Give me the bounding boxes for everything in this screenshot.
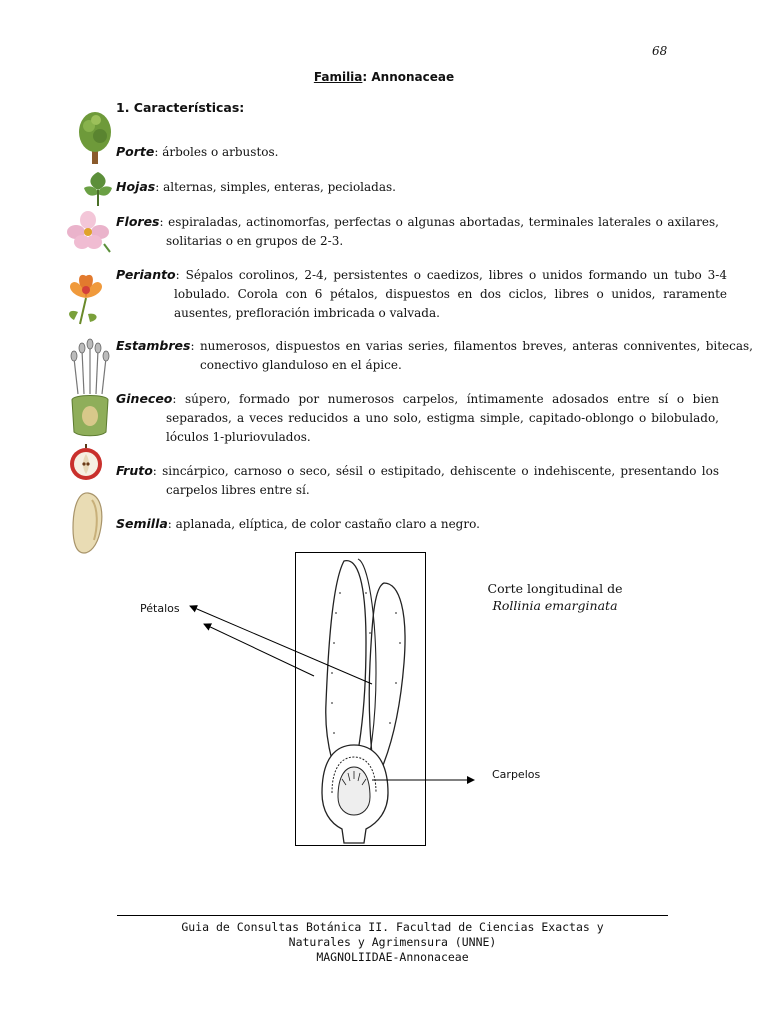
item-term: Fruto (116, 463, 153, 478)
item-text: : numerosos, dispuestos en varias series, filamentos breves, anteras conniventes, bitecas, conectivo glanduloso en el ápice. (190, 339, 753, 372)
item-text: : Sépalos corolinos, 2-4, persistentes o caedizos, libres o unidos formando un tubo 3-4 lobulado. Corola con 6 pétalos, dispuestos en dos ciclos, libres o unidos, raramente ausentes, prefloración imbricada o valvada. (174, 268, 727, 320)
figure-caption (470, 580, 640, 614)
item-text: : sincárpico, carnoso o seco, sésil o estipitado, dehiscente o indehiscente, presentando los carpelos libres entre sí. (152, 464, 719, 497)
arrow-petalos-upper (190, 606, 372, 684)
title-separator: : (362, 70, 372, 84)
item-text: : aplanada, elíptica, de color castaño claro a negro. (167, 517, 480, 531)
item-term: Hojas (116, 179, 156, 194)
section-heading: 1. Características: (116, 100, 245, 115)
item-text: : espiraladas, actinomorfas, perfectas o algunas abortadas, terminales laterales o axilares, solitarias o en grupos de 2-3. (159, 215, 719, 248)
arrow-petalos-lower (204, 624, 314, 676)
page-number: 68 (652, 44, 668, 58)
item-text: : súpero, formado por numerosos carpelos, íntimamente adosados entre sí o bien separados, a veces reducidos a uno solo, estigma simple, capitado-oblongo o bilobulado, lóculos 1-pluriovulados. (166, 392, 719, 444)
label-carpelos: Carpelos (492, 768, 541, 781)
caption-line: Corte longitudinal de (487, 581, 623, 596)
footer-line: Guia de Consultas Botánica II. Facultad de Ciencias Exactas y (181, 920, 604, 934)
item-term: Gineceo (116, 391, 173, 406)
item-text: : árboles o arbustos. (154, 145, 279, 159)
footer-line: Naturales y Agrimensura (UNNE) (288, 935, 497, 949)
item-text: : alternas, simples, enteras, pecioladas. (155, 180, 396, 194)
item-term: Flores (116, 214, 160, 229)
item-term: Porte (116, 144, 155, 159)
footer-divider (117, 915, 668, 916)
title-family-name: Annonaceae (371, 70, 455, 84)
caption-species: Rollinia emarginata (492, 598, 618, 613)
footer (117, 920, 668, 965)
footer-line: MAGNOLIIDAE-Annonaceae (316, 950, 469, 964)
item-term: Semilla (116, 516, 168, 531)
item-term: Perianto (116, 267, 176, 282)
title-label: Familia (313, 70, 363, 84)
item-term: Estambres (116, 338, 191, 353)
label-petalos: Pétalos (140, 602, 180, 615)
